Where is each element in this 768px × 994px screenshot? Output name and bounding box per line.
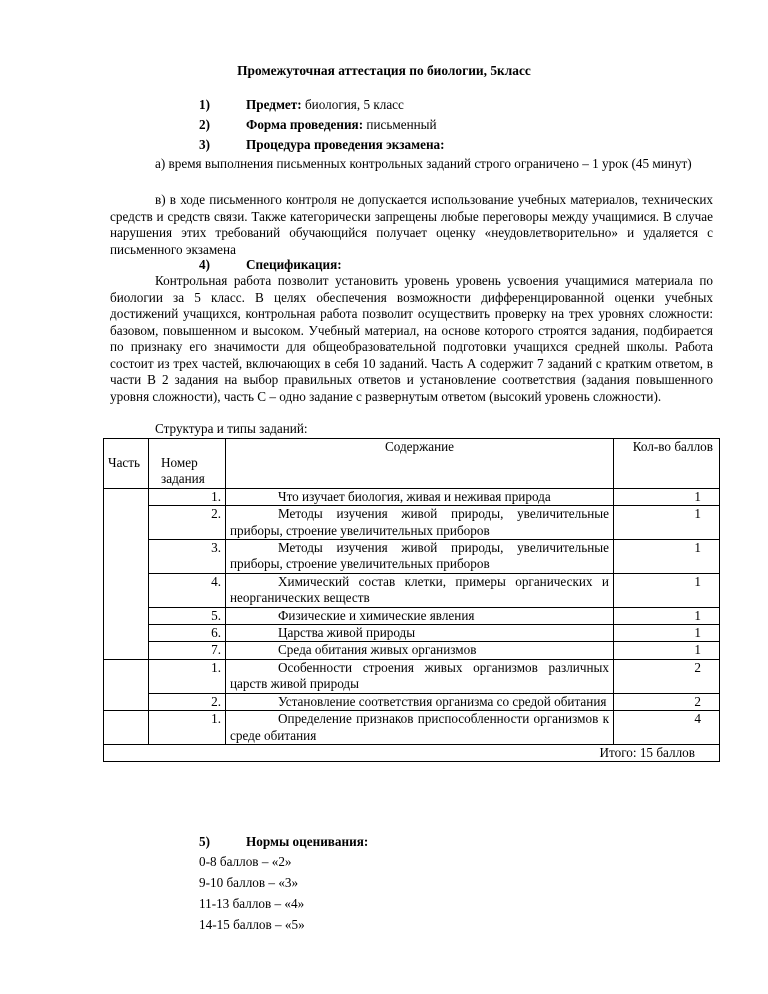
list-number: 4) — [199, 257, 210, 272]
header-content: Содержание — [226, 439, 614, 489]
table-row — [104, 573, 720, 607]
total-points: Итого: 15 баллов — [104, 744, 720, 761]
norm-item: 14-15 баллов – «5» — [199, 917, 305, 932]
structure-label: Структура и типы заданий: — [155, 421, 308, 436]
task-points: 1 — [614, 540, 720, 574]
table-row — [104, 642, 720, 659]
header-number: Номер задания — [149, 439, 226, 489]
task-content: Установление соответствия организма со средой обитания — [226, 693, 614, 710]
procedure-b — [110, 192, 713, 258]
table-row — [104, 711, 720, 745]
list-number: 1) — [199, 97, 210, 112]
procedure-b-text: в) в ходе письменного контроля не допускается использование учебных материалов, технических средств и средств связи. Также категорически запрещены любые переговоры между учащимися. В случае нарушения этих требований обучающийся получает оценку «неудовлетворительно» и удаляется с письменного экзамена — [110, 192, 713, 257]
task-number: 4. — [149, 573, 226, 607]
list-number: 2) — [199, 117, 210, 132]
header-part: Часть — [104, 439, 149, 489]
page-title: Промежуточная аттестация по биологии, 5класс — [237, 63, 531, 78]
list-label: Процедура проведения экзамена: — [246, 137, 445, 152]
table-header-row — [104, 439, 720, 489]
task-number: 1. — [149, 659, 226, 693]
task-number: 2. — [149, 506, 226, 540]
table-row — [104, 488, 720, 505]
task-number: 1. — [149, 711, 226, 745]
list-label: Нормы оценивания: — [246, 834, 369, 849]
task-content: Что изучает биология, живая и неживая природа — [226, 488, 614, 505]
task-points: 2 — [614, 693, 720, 710]
task-number: 7. — [149, 642, 226, 659]
task-number: 6. — [149, 625, 226, 642]
task-points: 4 — [614, 711, 720, 745]
table-row — [104, 693, 720, 710]
task-number: 3. — [149, 540, 226, 574]
task-points: 1 — [614, 506, 720, 540]
list-item-norms — [199, 834, 368, 851]
header-points: Кол-во баллов — [614, 439, 720, 489]
norms-list — [199, 854, 305, 938]
task-content: Методы изучения живой природы, увеличительные приборы, строение увеличительных приборов — [226, 540, 614, 574]
list-value: биология, 5 класс — [301, 97, 404, 112]
list-value: письменный — [363, 117, 437, 132]
norm-item: 9-10 баллов – «3» — [199, 875, 299, 890]
task-content: Царства живой природы — [226, 625, 614, 642]
part-cell-b — [104, 659, 149, 710]
task-points: 1 — [614, 625, 720, 642]
task-points: 2 — [614, 659, 720, 693]
task-number: 1. — [149, 488, 226, 505]
norm-item: 11-13 баллов – «4» — [199, 896, 305, 911]
task-content: Определение признаков приспособленности организмов к среде обитания — [226, 711, 614, 745]
table-row — [104, 659, 720, 693]
list-item-spec — [199, 257, 342, 274]
table-row — [104, 625, 720, 642]
list-number: 5) — [199, 834, 210, 849]
table-total-row — [104, 744, 720, 761]
table-row — [104, 506, 720, 540]
tasks-table — [103, 438, 720, 762]
procedure-a — [110, 155, 713, 173]
task-number: 2. — [149, 693, 226, 710]
table-row — [104, 540, 720, 574]
list-item-subject — [199, 97, 404, 114]
list-item-procedure — [199, 137, 445, 154]
list-label: Форма проведения: — [246, 117, 364, 132]
task-content: Физические и химические явления — [226, 607, 614, 624]
task-content: Среда обитания живых организмов — [226, 642, 614, 659]
part-cell-c — [104, 711, 149, 745]
task-content: Методы изучения живой природы, увеличительные приборы, строение увеличительных приборов — [226, 506, 614, 540]
spec-text: Контрольная работа позволит установить уровень уровень усвоения учащимися материала по биологии за 5 класс. В целях обеспечения возможности дифференцированной оценки учебных достижений учащихся, контрольная работа позволит осуществить проверку на трех уровнях сложности: базовом, повышенном и высоком. Учебный материал, на основе которого строятся задания, подбирается по признаку его значимости для общеобразовательной подготовки учащихся средней школы. Работа состоит из трех частей, включающих в себя 10 заданий. Часть А содержит 7 заданий с кратким ответом, в части В 2 задания на выбор правильных ответов и установление соответствия (задания повышенного уровня сложности), часть С – одно задание с развернутым ответом (высокий уровень сложности). — [110, 273, 713, 404]
norm-item: 0-8 баллов – «2» — [199, 854, 292, 869]
list-label: Спецификация: — [246, 257, 342, 272]
procedure-a-text: а) время выполнения письменных контрольных заданий строго ограничено – 1 урок (45 минут) — [155, 156, 692, 171]
table-row — [104, 607, 720, 624]
list-label: Предмет: — [246, 97, 302, 112]
task-points: 1 — [614, 573, 720, 607]
task-content: Особенности строения живых организмов различных царств живой природы — [226, 659, 614, 693]
task-points: 1 — [614, 607, 720, 624]
spec-paragraph — [110, 273, 713, 405]
task-number: 5. — [149, 607, 226, 624]
task-points: 1 — [614, 642, 720, 659]
task-points: 1 — [614, 488, 720, 505]
part-cell-a — [104, 488, 149, 659]
list-item-form — [199, 117, 437, 134]
list-number: 3) — [199, 137, 210, 152]
task-content: Химический состав клетки, примеры органических и неорганических веществ — [226, 573, 614, 607]
